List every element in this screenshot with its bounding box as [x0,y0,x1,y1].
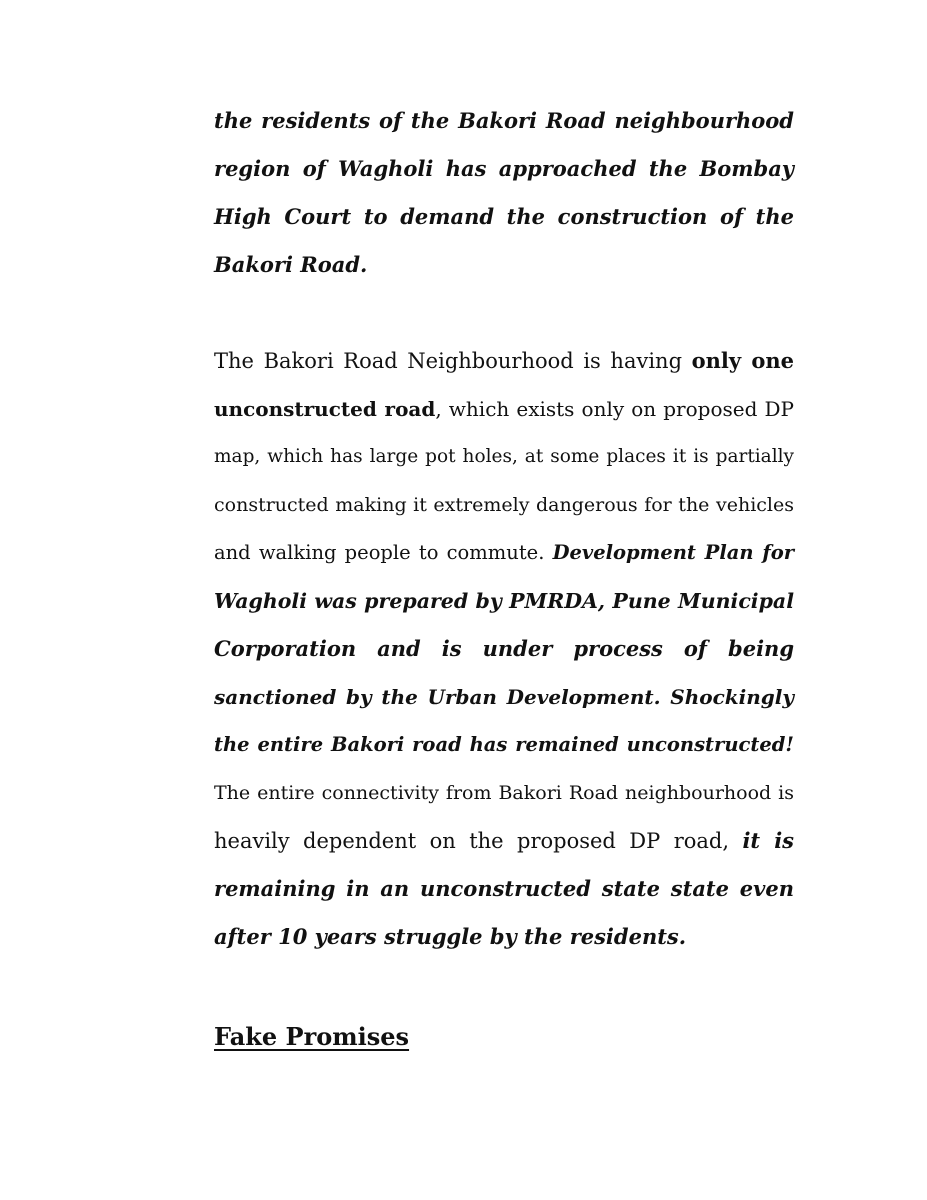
text-line: Corporation and is under process of being [214,636,794,661]
bold-text-run: only one [691,348,795,373]
text-line: Wagholi was prepared by PMRDA, Pune Municipal [214,589,794,613]
text-line: The entire connectivity from Bakori Road neighbourhood is [214,782,794,804]
text-line: Bakori Road. [214,252,368,277]
text-line: the residents of the Bakori Road neighbourhood [214,108,794,133]
bold-text-run: unconstructed road [214,397,436,421]
text-line: the entire Bakori road has remained unconstructed! [214,733,794,756]
bold-italic-text-run: it is [742,828,794,853]
text-line: after 10 years struggle by the residents. [214,924,687,949]
text-line [214,817,794,865]
text-run: The Bakori Road Neighbourhood is having [214,349,692,373]
text-line: sanctioned by the Urban Development. Shockingly [214,685,794,709]
text-line [214,529,794,577]
text-run: , which exists only on proposed DP [435,397,794,421]
text-line [214,385,794,433]
text-line: map, which has large pot holes, at some places it is partially [214,446,794,467]
text-run: and walking people to commute. [214,541,553,564]
bold-italic-text-run: Development Plan for [552,541,794,564]
text-line: remaining in an unconstructed state state even [214,876,794,901]
paragraph-road-condition [214,337,794,961]
text-line: region of Wagholi has approached the Bombay [214,156,794,181]
text-line [214,337,794,385]
text-line: High Court to demand the construction of the [214,204,794,229]
text-run: heavily dependent on the proposed DP road, [214,829,743,853]
paragraph-court-approach [214,97,794,289]
text-line: constructed making it extremely dangerous for the vehicles [214,494,794,516]
section-heading: Fake Promises [214,1022,410,1051]
